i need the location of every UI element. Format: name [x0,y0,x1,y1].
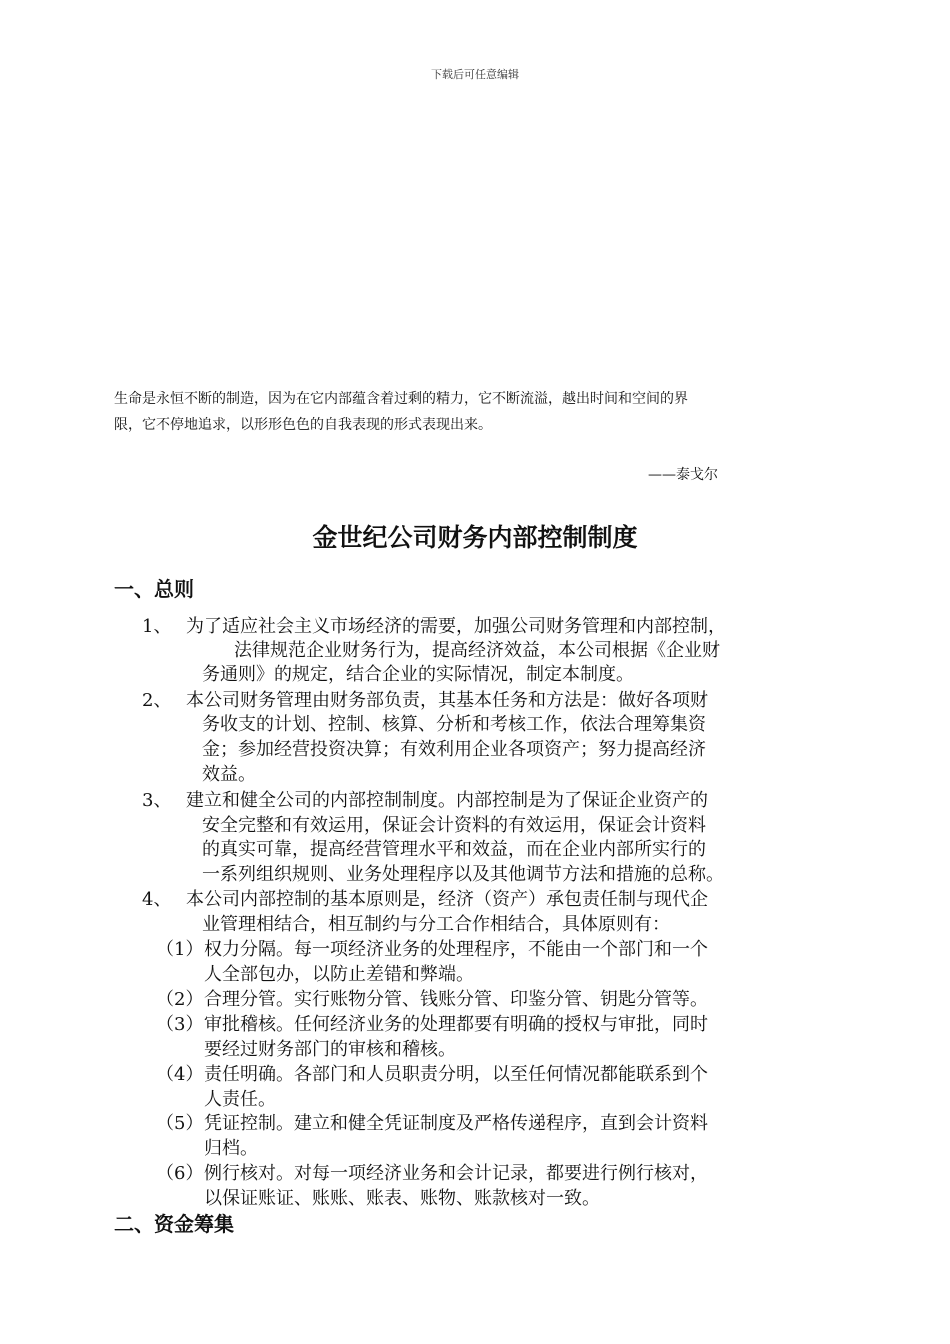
principle-number: （5） [156,1113,204,1134]
item-text-line: 安全完整和有效运用，保证会计资料的有效运用，保证会计资料 [202,815,706,836]
principle-text-line: 以保证账证、账账、账表、账物、账款核对一致。 [204,1188,600,1209]
principle-number: （4） [156,1064,204,1085]
principle-number: （1） [156,939,204,960]
item-text-line: 本公司财务管理由财务部负责，其基本任务和方法是：做好各项财 [186,690,708,711]
item-number: 1、 [142,616,172,637]
principle-text-line: 人全部包办，以防止差错和弊端。 [204,964,474,985]
item-text-line: 建立和健全公司的内部控制制度。内部控制是为了保证企业资产的 [186,790,708,811]
principle-number: （6） [156,1163,204,1184]
item-number: 2、 [142,690,172,711]
principle-text-line: 合理分管。实行账物分管、钱账分管、印鉴分管、钥匙分管等。 [204,989,708,1010]
quote-author: ——泰戈尔 [648,467,718,483]
item-number: 4、 [142,889,172,910]
principle-text-line: 例行核对。对每一项经济业务和会计记录，都要进行例行核对， [204,1163,708,1184]
principle-text-line: 人责任。 [204,1089,276,1110]
item-text-line: 效益。 [202,764,256,785]
item-text-line: 业管理相结合，相互制约与分工合作相结合，具体原则有： [202,914,670,935]
principle-text-line: 责任明确。各部门和人员职责分明，以至任何情况都能联系到个 [204,1064,708,1085]
section-heading-fundraising: 二、资金筹集 [114,1212,234,1236]
item-text-line: 的真实可靠，提高经营管理水平和效益，而在企业内部所实行的 [202,839,706,860]
item-text-line: 务收支的计划、控制、核算、分析和考核工作，依法合理筹集资 [202,714,706,735]
principle-text-line: 归档。 [204,1138,258,1159]
principle-text-line: 要经过财务部门的审核和稽核。 [204,1039,456,1060]
quote-line-2: 限，它不停地追求，以形形色色的自我表现的形式表现出来。 [114,417,492,433]
section-heading-general: 一、总则 [114,577,194,601]
principle-number: （3） [156,1014,204,1035]
item-text-line: 务通则》的规定，结合企业的实际情况，制定本制度。 [202,664,634,685]
item-text-line: 法律规范企业财务行为，提高经济效益，本公司根据《企业财 [234,640,720,661]
quote-line-1: 生命是永恒不断的制造，因为在它内部蕴含着过剩的精力，它不断流溢，越出时间和空间的界 [114,391,688,407]
item-text-line: 本公司内部控制的基本原则是，经济（资产）承包责任制与现代企 [186,889,708,910]
document-title: 金世纪公司财务内部控制制度 [312,523,638,552]
principle-text-line: 权力分隔。每一项经济业务的处理程序，不能由一个部门和一个 [204,939,708,960]
item-text-line: 金；参加经营投资决算；有效利用企业各项资产；努力提高经济 [202,739,706,760]
page-header-note: 下载后可任意编辑 [431,68,519,81]
principle-number: （2） [156,989,204,1010]
item-text-line: 为了适应社会主义市场经济的需要，加强公司财务管理和内部控制， [186,616,726,637]
principle-text-line: 凭证控制。建立和健全凭证制度及严格传递程序，直到会计资料 [204,1113,708,1134]
principle-text-line: 审批稽核。任何经济业务的处理都要有明确的授权与审批，同时 [204,1014,708,1035]
item-text-line: 一系列组织规则、业务处理程序以及其他调节方法和措施的总称。 [202,864,724,885]
item-number: 3、 [142,790,172,811]
